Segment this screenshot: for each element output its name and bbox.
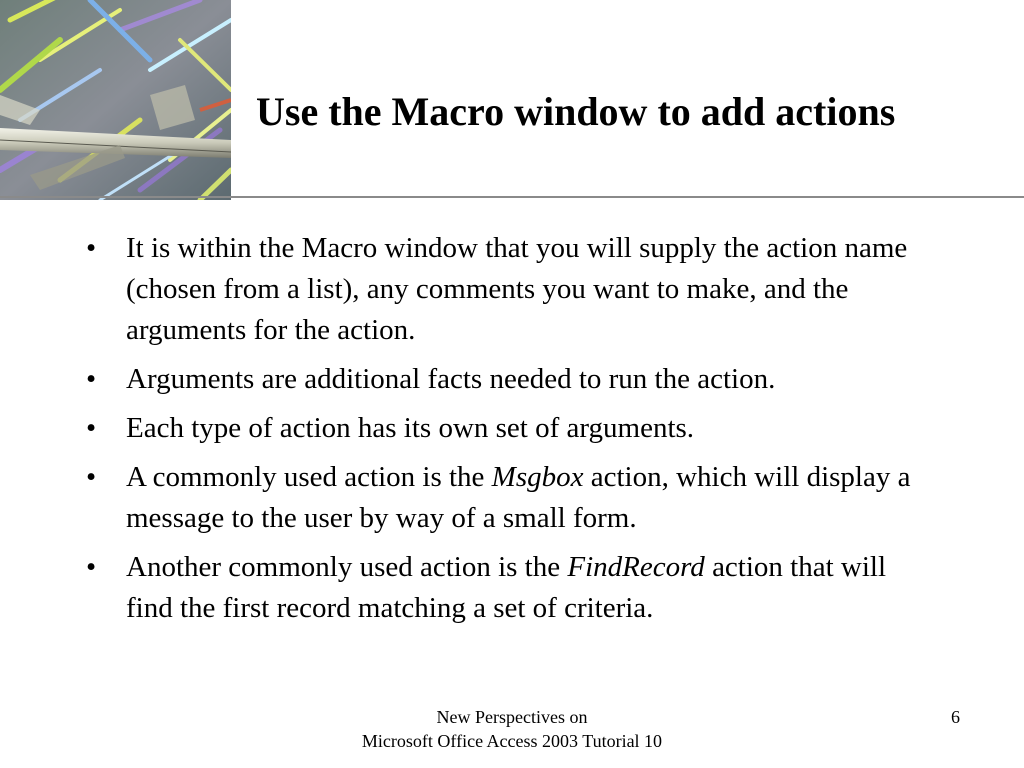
bullet-text: It is within the Macro window that you will supply the action name (chosen from a list), any comments you want to make, and the arguments for the action. (126, 232, 908, 346)
bullet-marker: • (86, 232, 97, 264)
bullet-text: Arguments are additional facts needed to run the action. (126, 363, 776, 395)
bullet-item (86, 408, 936, 449)
bullet-item (86, 457, 936, 539)
footer-line-2: Microsoft Office Access 2003 Tutorial 10 (361, 731, 663, 751)
bullet-marker: • (86, 461, 97, 493)
bullet-marker: • (86, 363, 97, 395)
corner-decoration-image (0, 0, 231, 200)
bullet-marker: • (86, 412, 97, 444)
bullet-text: Each type of action has its own set of arguments. (126, 412, 695, 444)
bullet-item (86, 359, 936, 400)
page-number: 6 (951, 707, 960, 727)
bullet-item (86, 547, 936, 629)
slide-title: Use the Macro window to add actions (256, 89, 896, 134)
bullet-marker: • (86, 551, 97, 583)
bullet-emphasis-text: FindRecord (567, 551, 705, 583)
footer-text (312, 705, 712, 753)
footer-line-1: New Perspectives on (436, 707, 588, 727)
bullet-text: action that will find the first record matching a set of criteria. (126, 551, 887, 624)
bullet-text: action, which will display a message to the user by way of a small form. (126, 461, 911, 534)
bullet-text: A commonly used action is the (126, 461, 492, 493)
bullet-text: Another commonly used action is the (126, 551, 568, 583)
bullet-list (86, 228, 936, 637)
bullet-item (86, 228, 936, 351)
bullet-emphasis-text: Msgbox (491, 461, 584, 493)
title-divider-line (0, 196, 1024, 198)
